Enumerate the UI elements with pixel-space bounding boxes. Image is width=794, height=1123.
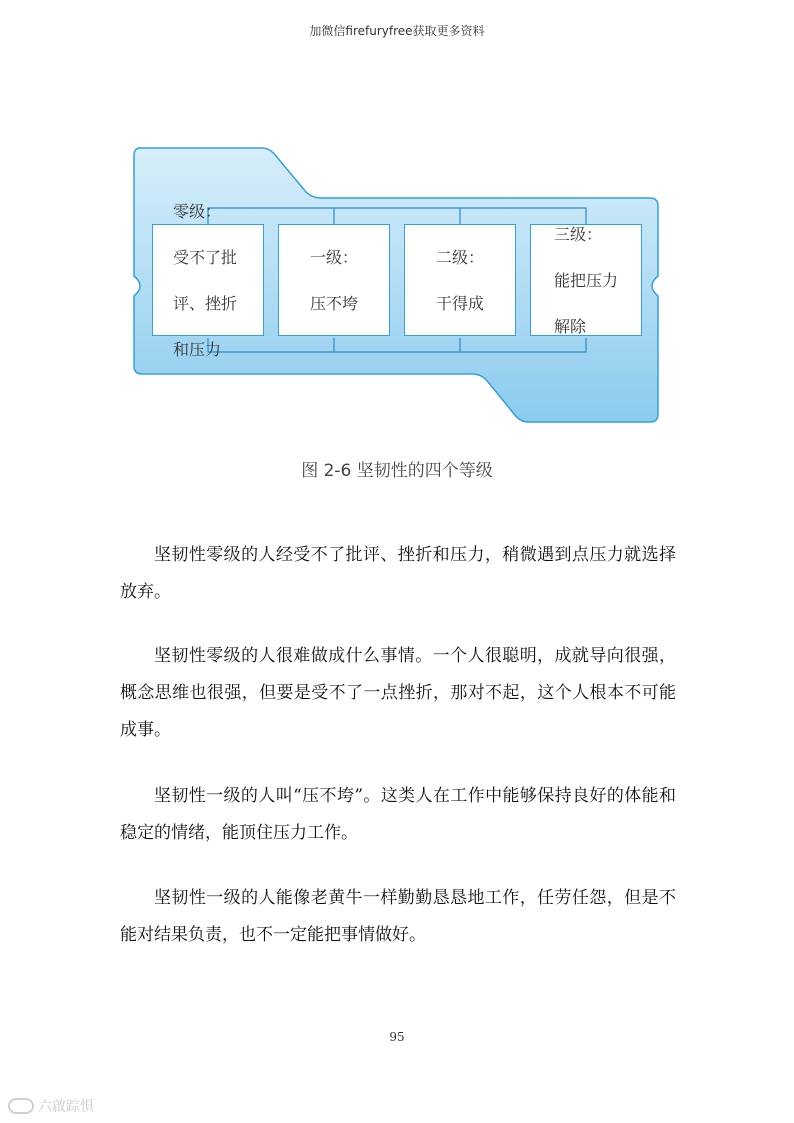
level-line: 受不了批 <box>173 247 238 267</box>
level-line: 三级： <box>553 224 602 244</box>
level-box-one <box>278 224 390 336</box>
paragraph: 坚韧性零级的人经受不了批评、挫折和压力，稍微遇到点压力就选择放弃。 <box>120 545 676 602</box>
level-line: 压不垮 <box>309 293 358 313</box>
level-line: 和压力 <box>173 339 222 359</box>
level-box-zero <box>152 201 264 359</box>
level-box-two <box>404 224 516 336</box>
level-line: 一级： <box>309 247 358 267</box>
watermark-logo-icon <box>8 1098 34 1114</box>
level-line: 评、挫折 <box>173 293 238 313</box>
level-box-three <box>530 224 642 336</box>
watermark <box>8 1096 94 1116</box>
level-line: 零级： <box>173 201 222 221</box>
toughness-levels-diagram <box>132 146 660 426</box>
level-line: 二级： <box>435 247 484 267</box>
paragraph: 坚韧性一级的人叫“压不垮”。这类人在工作中能够保持良好的体能和稳定的情绪，能顶住压力工作。 <box>120 786 676 843</box>
paragraph: 坚韧性零级的人很难做成什么事情。一个人很聪明，成就导向很强，概念思维也很强，但要是受不了一点挫折，那对不起，这个人根本不可能成事。 <box>120 646 676 740</box>
level-line: 能把压力 <box>553 270 618 290</box>
page-number: 95 <box>389 1030 405 1044</box>
level-line: 干得成 <box>435 293 484 313</box>
watermark-text: 六啟踪惧 <box>38 1099 94 1115</box>
figure-caption: 图 2-6 坚韧性的四个等级 <box>301 461 493 481</box>
paragraph: 坚韧性一级的人能像老黄牛一样勤勤恳恳地工作，任劳任怨，但是不能对结果负责，也不一定能把事情做好。 <box>120 888 676 945</box>
page-header: 加微信firefuryfree获取更多资料 <box>309 24 485 38</box>
level-line: 解除 <box>553 316 586 336</box>
